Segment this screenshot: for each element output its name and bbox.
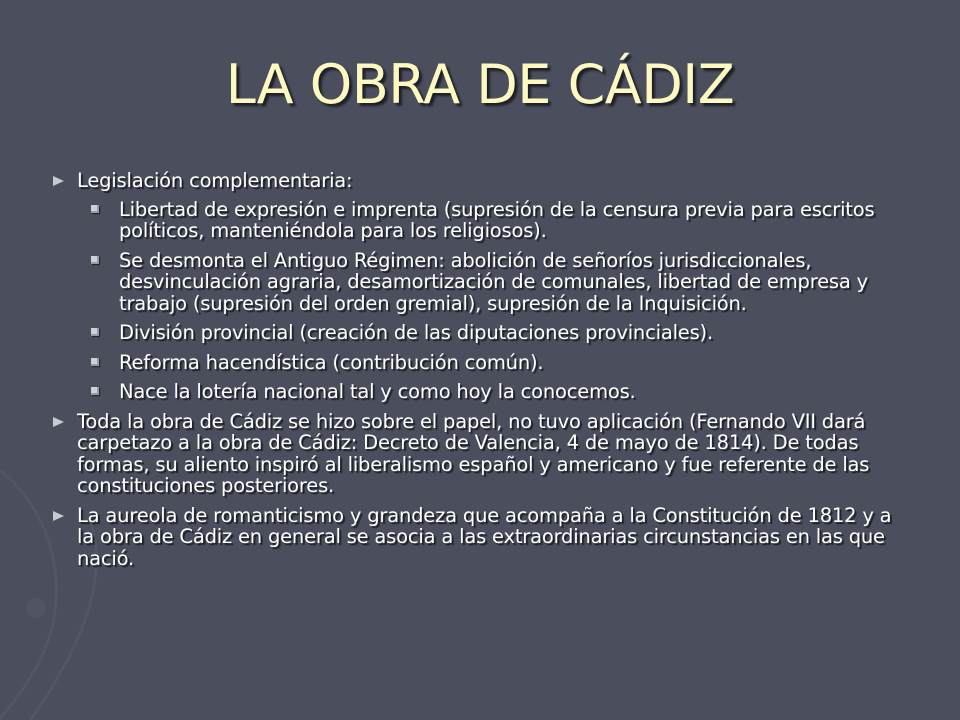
sub-bullet-text: Libertad de expresión e imprenta (supresión de la censura previa para escritos políticos, manteniéndola para los religiosos).: [119, 197, 875, 242]
square-bullet-icon: [91, 205, 99, 213]
sub-bullet-text: Se desmonta el Antiguo Régimen: abolición de señoríos jurisdiccionales, desvinculación agraria, desamortización de comunales, libertad de empresa y trabajo (supresión del orden gremial), supresión de la Inquisición.: [119, 248, 868, 315]
sub-bullet-text: División provincial (creación de las diputaciones provinciales).: [119, 321, 713, 344]
sub-bullet-item: [77, 250, 914, 315]
bullet-item-romanticism: [52, 505, 914, 570]
sub-bullet-item: [77, 352, 914, 374]
sub-bullet-item: [77, 199, 914, 242]
sub-bullet-item: [77, 322, 914, 344]
bullet-text: Legislación complementaria:: [77, 169, 353, 192]
bullet-text: Toda la obra de Cádiz se hizo sobre el papel, no tuvo aplicación (Fernando VII dará carpetazo a la obra de Cádiz: Decreto de Valencia, 4 de mayo de 1814). De todas formas, su aliento inspiró al liberalismo español y americano y fue referente de las constituciones posteriores.: [77, 409, 870, 497]
sub-bullet-list: [77, 199, 914, 403]
arrow-bullet-icon: [53, 176, 64, 186]
arrow-bullet-icon: [53, 511, 64, 521]
sub-bullet-text: Reforma hacendística (contribución común).: [119, 350, 544, 374]
square-bullet-icon: [91, 328, 99, 336]
slide-title: LA OBRA DE CÁDIZ: [225, 53, 735, 116]
sub-bullet-text: Nace la lotería nacional tal y como hoy la conocemos.: [119, 380, 636, 403]
square-bullet-icon: [91, 387, 99, 395]
bullet-text: La aureola de romanticismo y grandeza que acompaña a la Constitución de 1812 y a la obra de Cádiz en general se asocia a las extraordinarias circunstancias en las que nació.: [77, 503, 892, 570]
bullet-item-legislation: [52, 170, 914, 403]
square-bullet-icon: [91, 358, 99, 366]
bullet-item-paper-work: [52, 411, 914, 497]
sub-bullet-item: [77, 381, 914, 403]
square-bullet-icon: [91, 256, 99, 264]
slide-content: [52, 170, 914, 577]
arrow-bullet-icon: [53, 417, 64, 427]
